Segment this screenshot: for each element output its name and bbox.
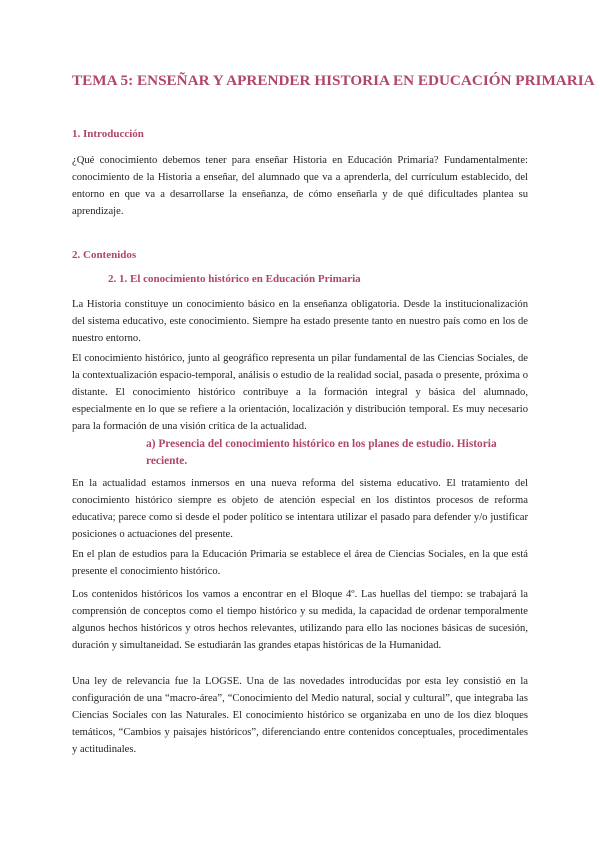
paragraph-plan-estudios: En el plan de estudios para la Educación Primaria se establece el área de Ciencias Sociales, en la que está presente el conocimiento histórico. [72,549,528,577]
section-heading-contenidos: 2. Contenidos [72,249,137,261]
paragraph-historia-basica: La Historia constituye un conocimiento básico en la enseñanza obligatoria. Desde la institucionalización del sistema educativo, este conocimiento. Siempre ha estado presente tanto en nuestro país como en los de nuestro entorno. [72,299,528,344]
paragraph-introduccion: ¿Qué conocimiento debemos tener para enseñar Historia en Educación Primaria? Fundamentalmente: conocimiento de la Historia a enseñar, del alumnado que va a aprenderla, del currículum establecido, del entorno en que va a desarrollarse la enseñanza, de cómo enseñarla y de qué dificultades plantea su aprendizaje. [72,155,528,217]
subsection-heading-conocimiento-historico: 2. 1. El conocimiento histórico en Educación Primaria [108,273,361,285]
paragraph-bloque-4: Los contenidos históricos los vamos a encontrar en el Bloque 4º. Las huellas del tiempo: se trabajará la comprensión de conceptos como el tiempo histórico y su medida, la capacidad de ordenar temporalmente algunos hechos históricos y otros hechos relevantes, utilizando para ello las nociones básicas de sucesión, duración y simultaneidad. Se estudiarán las grandes etapas históricas de la Humanidad. [72,589,528,651]
paragraph-conocimiento-geografico: El conocimiento histórico, junto al geográfico representa un pilar fundamental de las Ciencias Sociales, de la contextualización espacio-temporal, análisis o estudio de la realidad social, pasada o presente, próxima o distante. El conocimiento histórico contribuye a la formación integral y básica del alumnado, especialmente en lo que se refiere a la orientación, localización y distribución temporal. Es muy necesario para la formación de una visión crítica de la actualidad. [72,353,528,432]
paragraph-reforma-educativa: En la actualidad estamos inmersos en una nueva reforma del sistema educativo. El tratamiento del conocimiento histórico siempre es objeto de atención especial en los distintos procesos de reforma educativa; parece como si desde el poder político se intentara utilizar el pasado para defender y/o justificar posiciones o actuaciones del presente. [72,478,528,540]
page-title: TEMA 5: ENSEÑAR Y APRENDER HISTORIA EN EDUCACIÓN PRIMARIA [72,72,595,89]
section-heading-introduccion: 1. Introducción [72,128,144,140]
subsection-heading-planes-estudio: a) Presencia del conocimiento histórico en los planes de estudio. Historia reciente. [146,438,497,467]
paragraph-logse: Una ley de relevancia fue la LOGSE. Una de las novedades introducidas por esta ley consistió en la configuración de una “macro-área”, “Conocimiento del Medio natural, social y cultural”, que integraba las Ciencias Sociales con las Naturales. El conocimiento histórico se organizaba en uno de los diez bloques temáticos, “Cambios y paisajes históricos”, diferenciando entre contenidos conceptuales, procedimentales y actitudinales. [72,676,528,755]
